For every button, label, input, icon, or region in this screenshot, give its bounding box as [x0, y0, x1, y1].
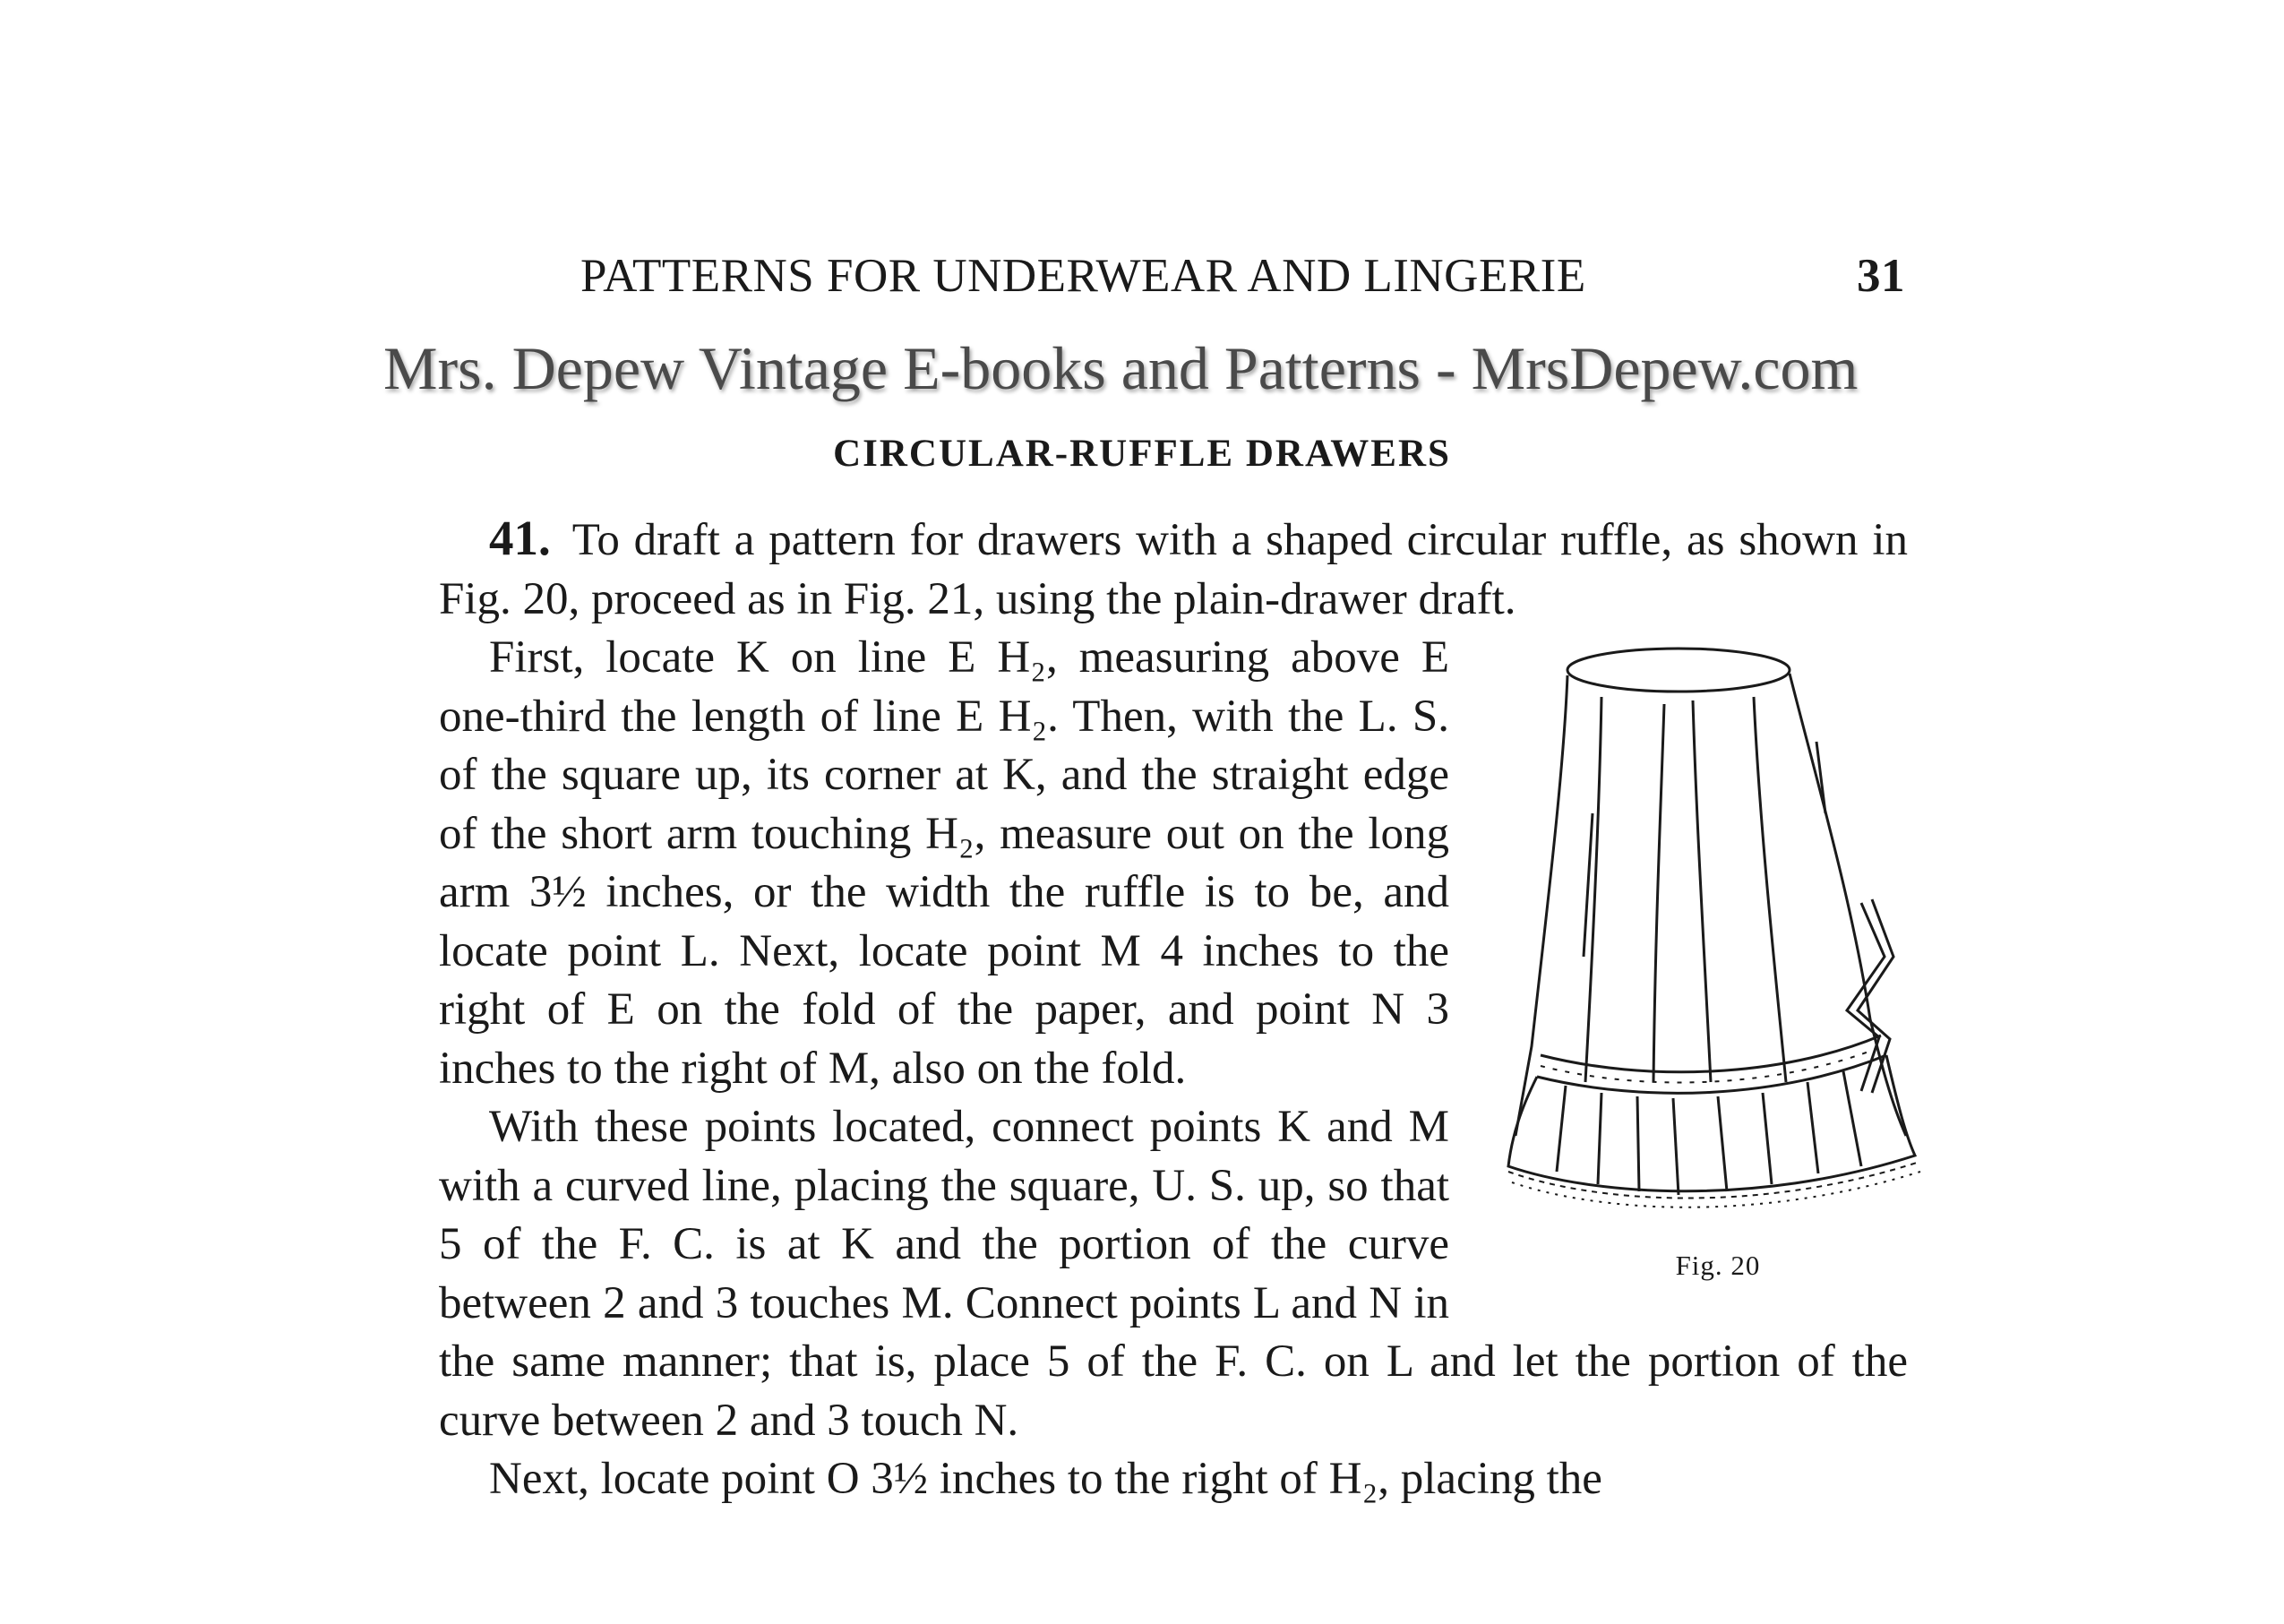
article-body — [439, 509, 1908, 1509]
inner-leg-left — [1653, 704, 1664, 1082]
paragraph-1-text: To draft a pattern for drawers with a shaped circular ruffle, as shown in Fig. 20, proceed as in Fig. 21, using the plain-drawer draft. — [439, 515, 1908, 624]
paragraph-2: First, locate K on line E H₂, measuring above E one-third the length of line E H₂. Then, with the L. S. of the square up, its corner at K, and the straight edge of the short arm touching H₂, measure out on the long arm 3½ inches, or the width the ruffle is to be, and locate point L. Next, locate point M 4 inches to the right of E on the fold of the paper, and point N 3 inches to the right of M, also on the fold. — [439, 632, 1449, 1094]
article-number: 41. — [489, 511, 551, 565]
waistband — [1567, 649, 1790, 692]
paragraph-4: Next, locate point O 3½ inches to the right of H₂, placing the — [489, 1454, 1602, 1504]
drawers-illustration — [1485, 634, 1951, 1225]
page-number: 31 — [1857, 250, 1905, 302]
inner-leg-right — [1693, 700, 1711, 1082]
running-head-title: PATTERNS FOR UNDERWEAR AND LINGERIE — [580, 250, 1586, 302]
paragraph-1 — [439, 509, 1908, 629]
figure-20 — [1485, 634, 1951, 1315]
paragraph-3: With these points located, connect points K and M with a curved line, placing the square, U. S. up, so that 5 of the F. C. is at K and the portion of the curve between 2 and 3 touches M. Connect points L and N in the same manner; that is, place 5 of the F. C. on L and let the portion of the curve between 2 and 3 touch N. — [439, 1102, 1908, 1446]
running-head — [580, 249, 1906, 303]
section-heading: CIRCULAR-RUFFLE DRAWERS — [833, 433, 1451, 475]
watermark: Mrs. Depew Vintage E-books and Patterns - MrsDepew.com — [383, 334, 1859, 402]
figure-caption: Fig. 20 — [1675, 1250, 1761, 1281]
